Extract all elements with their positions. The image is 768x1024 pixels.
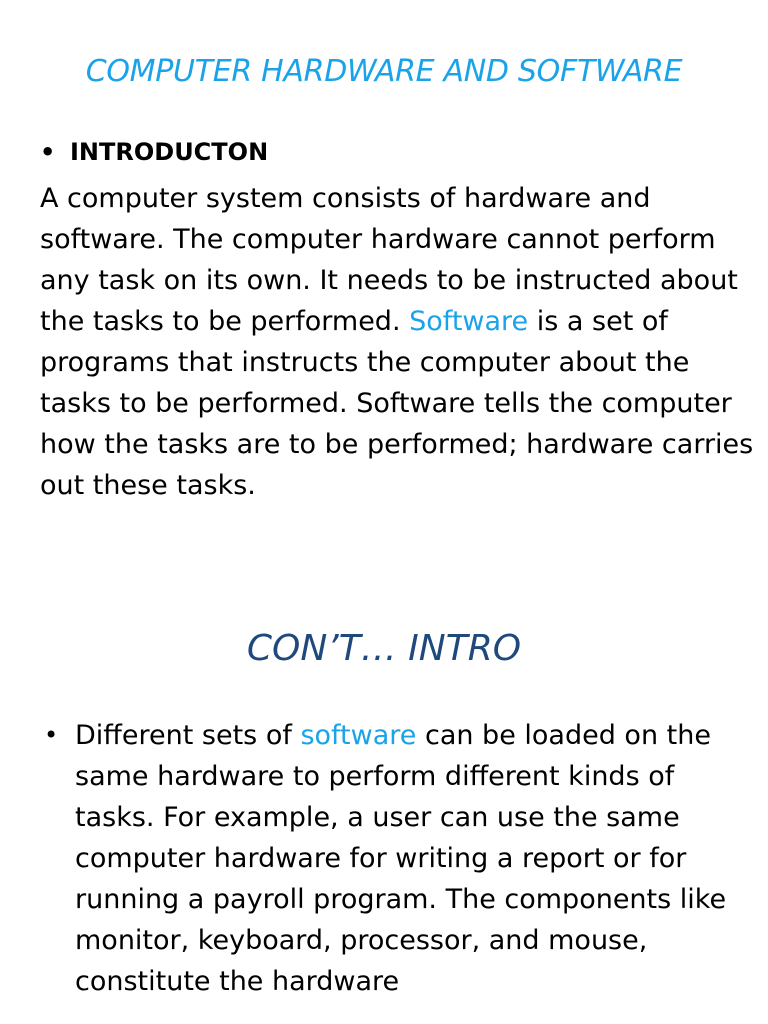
slide-2 bbox=[0, 560, 768, 1024]
bullet-icon: • bbox=[44, 721, 59, 749]
bullet-text bbox=[75, 715, 734, 1002]
bullet-text-after: can be loaded on the same hardware to perform different kinds of tasks. For example, a user can use the same computer hardware for writing a report or for running a payroll program. The components like monitor, keyboard, processor, and mouse, constitute the hardware bbox=[75, 720, 727, 997]
software-link[interactable]: Software bbox=[409, 306, 529, 337]
slide-title: COMPUTER HARDWARE AND SOFTWARE bbox=[85, 54, 683, 89]
paragraph-text-after: is a set of programs that instructs the computer about the tasks to be performed. Software tells the computer how the tasks are to be performed; hardware carries out these tasks. bbox=[40, 306, 754, 501]
paragraph-text-before: A computer system consists of hardware and software. The computer hardware cannot perform any task on its own. It needs to be instructed about the tasks to be performed. bbox=[40, 183, 738, 337]
bullet-text-before: Different sets of bbox=[75, 720, 301, 751]
slide-title: CON’T… INTRO bbox=[246, 628, 522, 669]
heading-label: INTRODUCTON bbox=[70, 138, 269, 166]
bullet-icon: • bbox=[40, 138, 56, 166]
software-link[interactable]: software bbox=[300, 720, 417, 751]
section-heading bbox=[40, 134, 268, 170]
bullet-item bbox=[44, 715, 734, 1002]
intro-paragraph bbox=[40, 178, 755, 506]
